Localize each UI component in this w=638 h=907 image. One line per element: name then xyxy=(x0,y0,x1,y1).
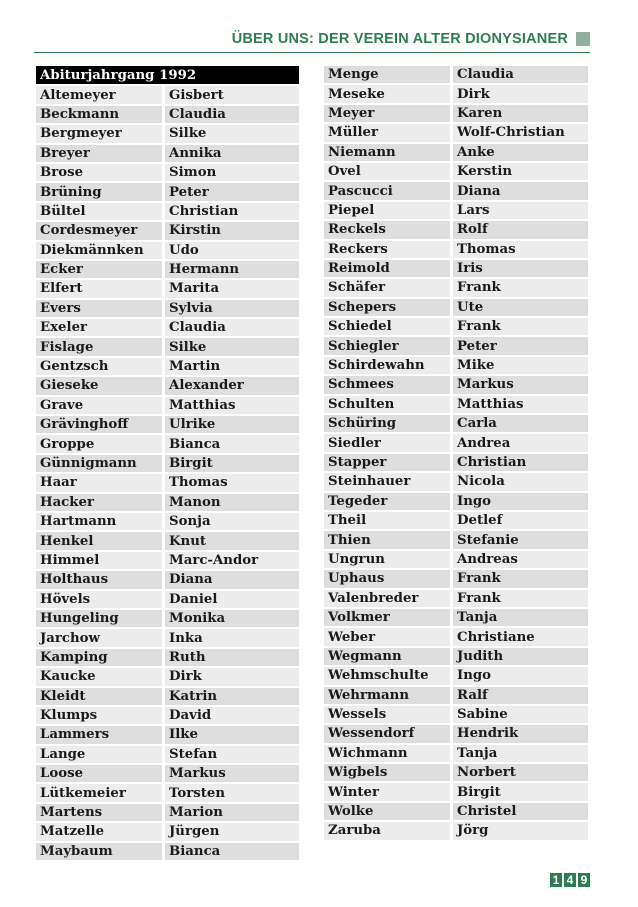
last-name-cell: Hungeling xyxy=(36,610,165,629)
table-row xyxy=(36,145,299,164)
last-name-cell: Lütkemeier xyxy=(36,784,165,803)
last-name-cell: Altemeyer xyxy=(36,86,165,105)
table-row xyxy=(324,803,588,822)
table-row xyxy=(36,649,299,668)
first-name-cell: Christel xyxy=(453,803,588,822)
last-name-cell: Lange xyxy=(36,746,165,765)
first-name-cell: Frank xyxy=(453,318,588,337)
last-name-cell: Gieseke xyxy=(36,377,165,396)
first-name-cell: Christian xyxy=(453,454,588,473)
first-name-cell: Christian xyxy=(165,203,299,222)
table-row xyxy=(324,337,588,356)
last-name-cell: Grave xyxy=(36,397,165,416)
first-name-cell: Andrea xyxy=(453,434,588,453)
table-row xyxy=(36,843,299,862)
table-row xyxy=(36,242,299,261)
last-name-cell: Ecker xyxy=(36,261,165,280)
first-name-cell: Peter xyxy=(165,183,299,202)
first-name-cell: Kirstin xyxy=(165,222,299,241)
table-row xyxy=(36,86,299,105)
header-square-icon xyxy=(576,32,590,46)
page-number xyxy=(550,873,590,887)
first-name-cell: Stefanie xyxy=(453,531,588,550)
first-name-cell: Marion xyxy=(165,804,299,823)
last-name-cell: Menge xyxy=(324,66,453,85)
first-name-cell: Tanja xyxy=(453,609,588,628)
last-name-cell: Tegeder xyxy=(324,493,453,512)
first-name-cell: Matthias xyxy=(453,396,588,415)
table-row xyxy=(36,164,299,183)
table-row xyxy=(36,455,299,474)
first-name-cell: Annika xyxy=(165,145,299,164)
first-name-cell: Silke xyxy=(165,125,299,144)
last-name-cell: Jarchow xyxy=(36,629,165,648)
first-name-cell: Carla xyxy=(453,415,588,434)
last-name-cell: Holthaus xyxy=(36,571,165,590)
first-name-cell: Ulrike xyxy=(165,416,299,435)
table-row xyxy=(324,454,588,473)
last-name-cell: Weber xyxy=(324,628,453,647)
last-name-cell: Elfert xyxy=(36,280,165,299)
table-row xyxy=(324,745,588,764)
last-name-cell: Wehrmann xyxy=(324,687,453,706)
table-row xyxy=(324,299,588,318)
last-name-cell: Uphaus xyxy=(324,570,453,589)
table-row xyxy=(36,474,299,493)
first-name-cell: Knut xyxy=(165,532,299,551)
first-name-cell: Christiane xyxy=(453,628,588,647)
last-name-cell: Groppe xyxy=(36,435,165,454)
table-row xyxy=(36,823,299,842)
first-name-cell: Martin xyxy=(165,358,299,377)
first-name-cell: Stefan xyxy=(165,746,299,765)
table-row xyxy=(324,667,588,686)
table-row xyxy=(324,473,588,492)
table-row xyxy=(36,571,299,590)
table-row xyxy=(324,493,588,512)
table-row xyxy=(36,784,299,803)
last-name-cell: Stapper xyxy=(324,454,453,473)
last-name-cell: Beckmann xyxy=(36,106,165,125)
table-row xyxy=(36,183,299,202)
last-name-cell: Günnigmann xyxy=(36,455,165,474)
first-name-cell: Nicola xyxy=(453,473,588,492)
last-name-cell: Maybaum xyxy=(36,843,165,862)
last-name-cell: Kleidt xyxy=(36,688,165,707)
table-row xyxy=(324,570,588,589)
first-name-cell: Ruth xyxy=(165,649,299,668)
table-row xyxy=(324,279,588,298)
first-name-cell: Frank xyxy=(453,570,588,589)
table-row xyxy=(36,397,299,416)
last-name-cell: Schirdewahn xyxy=(324,357,453,376)
last-name-cell: Wessels xyxy=(324,706,453,725)
table-row xyxy=(36,416,299,435)
table-heading-row xyxy=(36,66,299,86)
last-name-cell: Exeler xyxy=(36,319,165,338)
first-name-cell: Manon xyxy=(165,494,299,513)
first-name-cell: Simon xyxy=(165,164,299,183)
first-name-cell: Ilke xyxy=(165,726,299,745)
last-name-cell: Meseke xyxy=(324,85,453,104)
first-name-cell: Dirk xyxy=(453,85,588,104)
last-name-cell: Grävinghoff xyxy=(36,416,165,435)
last-name-cell: Schulten xyxy=(324,396,453,415)
first-name-cell: Matthias xyxy=(165,397,299,416)
first-name-cell: Bianca xyxy=(165,435,299,454)
last-name-cell: Steinhauer xyxy=(324,473,453,492)
last-name-cell: Pascucci xyxy=(324,182,453,201)
last-name-cell: Schäfer xyxy=(324,279,453,298)
first-name-cell: Udo xyxy=(165,242,299,261)
table-row xyxy=(324,415,588,434)
last-name-cell: Reimold xyxy=(324,260,453,279)
last-name-cell: Bültel xyxy=(36,203,165,222)
first-name-cell: Alexander xyxy=(165,377,299,396)
first-name-cell: Monika xyxy=(165,610,299,629)
first-name-cell: Sonja xyxy=(165,513,299,532)
first-name-cell: Ute xyxy=(453,299,588,318)
first-name-cell: Ingo xyxy=(453,667,588,686)
table-row xyxy=(324,85,588,104)
first-name-cell: Norbert xyxy=(453,764,588,783)
first-name-cell: Wolf-Christian xyxy=(453,124,588,143)
table-row xyxy=(324,66,588,85)
last-name-cell: Piepel xyxy=(324,202,453,221)
last-name-cell: Ovel xyxy=(324,163,453,182)
table-row xyxy=(36,610,299,629)
last-name-cell: Wolke xyxy=(324,803,453,822)
table-row xyxy=(36,707,299,726)
last-name-cell: Breyer xyxy=(36,145,165,164)
table-row xyxy=(324,687,588,706)
first-name-cell: Bianca xyxy=(165,843,299,862)
first-name-cell: Diana xyxy=(165,571,299,590)
table-row xyxy=(324,182,588,201)
first-name-cell: Markus xyxy=(453,376,588,395)
first-name-cell: Detlef xyxy=(453,512,588,531)
last-name-cell: Hartmann xyxy=(36,513,165,532)
table-row xyxy=(324,105,588,124)
table-row xyxy=(324,163,588,182)
last-name-cell: Ungrun xyxy=(324,551,453,570)
last-name-cell: Winter xyxy=(324,783,453,802)
table-row xyxy=(36,106,299,125)
first-name-cell: Diana xyxy=(453,182,588,201)
page-digit: 1 xyxy=(550,873,562,887)
first-name-cell: Inka xyxy=(165,629,299,648)
table-row xyxy=(36,765,299,784)
table-row xyxy=(324,144,588,163)
first-name-cell: Claudia xyxy=(165,106,299,125)
table-row xyxy=(36,358,299,377)
last-name-cell: Zaruba xyxy=(324,822,453,841)
last-name-cell: Wehmschulte xyxy=(324,667,453,686)
table-row xyxy=(324,725,588,744)
table-row xyxy=(36,494,299,513)
left-name-table xyxy=(36,66,299,862)
first-name-cell: Thomas xyxy=(453,241,588,260)
first-name-cell: Jürgen xyxy=(165,823,299,842)
last-name-cell: Brose xyxy=(36,164,165,183)
table-row xyxy=(36,261,299,280)
first-name-cell: Lars xyxy=(453,202,588,221)
table-row xyxy=(36,688,299,707)
last-name-cell: Matzelle xyxy=(36,823,165,842)
table-row xyxy=(36,377,299,396)
first-name-cell: Frank xyxy=(453,590,588,609)
table-row xyxy=(324,648,588,667)
table-row xyxy=(324,260,588,279)
last-name-cell: Himmel xyxy=(36,552,165,571)
first-name-cell: Iris xyxy=(453,260,588,279)
last-name-cell: Bergmeyer xyxy=(36,125,165,144)
first-name-cell: Ingo xyxy=(453,493,588,512)
table-row xyxy=(324,822,588,841)
table-row xyxy=(324,357,588,376)
last-name-cell: Klumps xyxy=(36,707,165,726)
first-name-cell: Tanja xyxy=(453,745,588,764)
table-row xyxy=(324,221,588,240)
table-row xyxy=(324,241,588,260)
first-name-cell: Judith xyxy=(453,648,588,667)
table-row xyxy=(36,319,299,338)
table-row xyxy=(36,435,299,454)
last-name-cell: Diekmännken xyxy=(36,242,165,261)
last-name-cell: Reckers xyxy=(324,241,453,260)
last-name-cell: Wichmann xyxy=(324,745,453,764)
last-name-cell: Thien xyxy=(324,531,453,550)
last-name-cell: Hacker xyxy=(36,494,165,513)
last-name-cell: Evers xyxy=(36,300,165,319)
first-name-cell: Frank xyxy=(453,279,588,298)
table-row xyxy=(324,124,588,143)
last-name-cell: Siedler xyxy=(324,434,453,453)
table-row xyxy=(36,125,299,144)
first-name-cell: Hermann xyxy=(165,261,299,280)
right-name-table xyxy=(324,66,588,842)
first-name-cell: Mike xyxy=(453,357,588,376)
first-name-cell: Silke xyxy=(165,338,299,357)
first-name-cell: David xyxy=(165,707,299,726)
table-row xyxy=(324,396,588,415)
last-name-cell: Wigbels xyxy=(324,764,453,783)
first-name-cell: Sabine xyxy=(453,706,588,725)
last-name-cell: Schiedel xyxy=(324,318,453,337)
table-row xyxy=(324,318,588,337)
first-name-cell: Sylvia xyxy=(165,300,299,319)
first-name-cell: Marita xyxy=(165,280,299,299)
last-name-cell: Schmees xyxy=(324,376,453,395)
last-name-cell: Kamping xyxy=(36,649,165,668)
table-row xyxy=(324,590,588,609)
table-row xyxy=(36,222,299,241)
table-row xyxy=(36,552,299,571)
first-name-cell: Hendrik xyxy=(453,725,588,744)
first-name-cell: Jörg xyxy=(453,822,588,841)
first-name-cell: Marc-Andor xyxy=(165,552,299,571)
table-row xyxy=(324,531,588,550)
table-row xyxy=(36,532,299,551)
table-row xyxy=(36,746,299,765)
first-name-cell: Peter xyxy=(453,337,588,356)
table-row xyxy=(324,764,588,783)
last-name-cell: Wessendorf xyxy=(324,725,453,744)
first-name-cell: Torsten xyxy=(165,784,299,803)
table-row xyxy=(36,804,299,823)
first-name-cell: Karen xyxy=(453,105,588,124)
table-row xyxy=(324,551,588,570)
first-name-cell: Dirk xyxy=(165,668,299,687)
last-name-cell: Schiegler xyxy=(324,337,453,356)
last-name-cell: Henkel xyxy=(36,532,165,551)
first-name-cell: Thomas xyxy=(165,474,299,493)
table-row xyxy=(324,512,588,531)
table-row xyxy=(324,376,588,395)
first-name-cell: Ralf xyxy=(453,687,588,706)
first-name-cell: Katrin xyxy=(165,688,299,707)
last-name-cell: Volkmer xyxy=(324,609,453,628)
table-row xyxy=(36,668,299,687)
last-name-cell: Müller xyxy=(324,124,453,143)
first-name-cell: Birgit xyxy=(165,455,299,474)
last-name-cell: Kaucke xyxy=(36,668,165,687)
first-name-cell: Rolf xyxy=(453,221,588,240)
table-row xyxy=(324,202,588,221)
running-header xyxy=(34,28,590,53)
last-name-cell: Niemann xyxy=(324,144,453,163)
last-name-cell: Meyer xyxy=(324,105,453,124)
page-digit: 4 xyxy=(564,873,576,887)
table-row xyxy=(36,629,299,648)
table-row xyxy=(324,609,588,628)
table-row xyxy=(324,434,588,453)
table-row xyxy=(36,338,299,357)
table-row xyxy=(36,726,299,745)
last-name-cell: Loose xyxy=(36,765,165,784)
table-row xyxy=(324,706,588,725)
first-name-cell: Claudia xyxy=(453,66,588,85)
page-digit: 9 xyxy=(578,873,590,887)
first-name-cell: Gisbert xyxy=(165,86,299,105)
last-name-cell: Reckels xyxy=(324,221,453,240)
first-name-cell: Anke xyxy=(453,144,588,163)
table-heading: Abiturjahrgang 1992 xyxy=(36,66,299,86)
last-name-cell: Valenbreder xyxy=(324,590,453,609)
last-name-cell: Lammers xyxy=(36,726,165,745)
last-name-cell: Cordesmeyer xyxy=(36,222,165,241)
table-row xyxy=(36,513,299,532)
table-row xyxy=(36,203,299,222)
first-name-cell: Kerstin xyxy=(453,163,588,182)
last-name-cell: Haar xyxy=(36,474,165,493)
table-row xyxy=(36,591,299,610)
section-title: ÜBER UNS: DER VEREIN ALTER DIONYSIANER xyxy=(231,31,568,47)
first-name-cell: Markus xyxy=(165,765,299,784)
first-name-cell: Andreas xyxy=(453,551,588,570)
last-name-cell: Hövels xyxy=(36,591,165,610)
first-name-cell: Claudia xyxy=(165,319,299,338)
last-name-cell: Wegmann xyxy=(324,648,453,667)
last-name-cell: Theil xyxy=(324,512,453,531)
table-row xyxy=(36,280,299,299)
first-name-cell: Daniel xyxy=(165,591,299,610)
table-row xyxy=(324,783,588,802)
table-row xyxy=(324,628,588,647)
last-name-cell: Gentzsch xyxy=(36,358,165,377)
last-name-cell: Schepers xyxy=(324,299,453,318)
first-name-cell: Birgit xyxy=(453,783,588,802)
last-name-cell: Fislage xyxy=(36,338,165,357)
last-name-cell: Brüning xyxy=(36,183,165,202)
table-row xyxy=(36,300,299,319)
last-name-cell: Schüring xyxy=(324,415,453,434)
last-name-cell: Martens xyxy=(36,804,165,823)
